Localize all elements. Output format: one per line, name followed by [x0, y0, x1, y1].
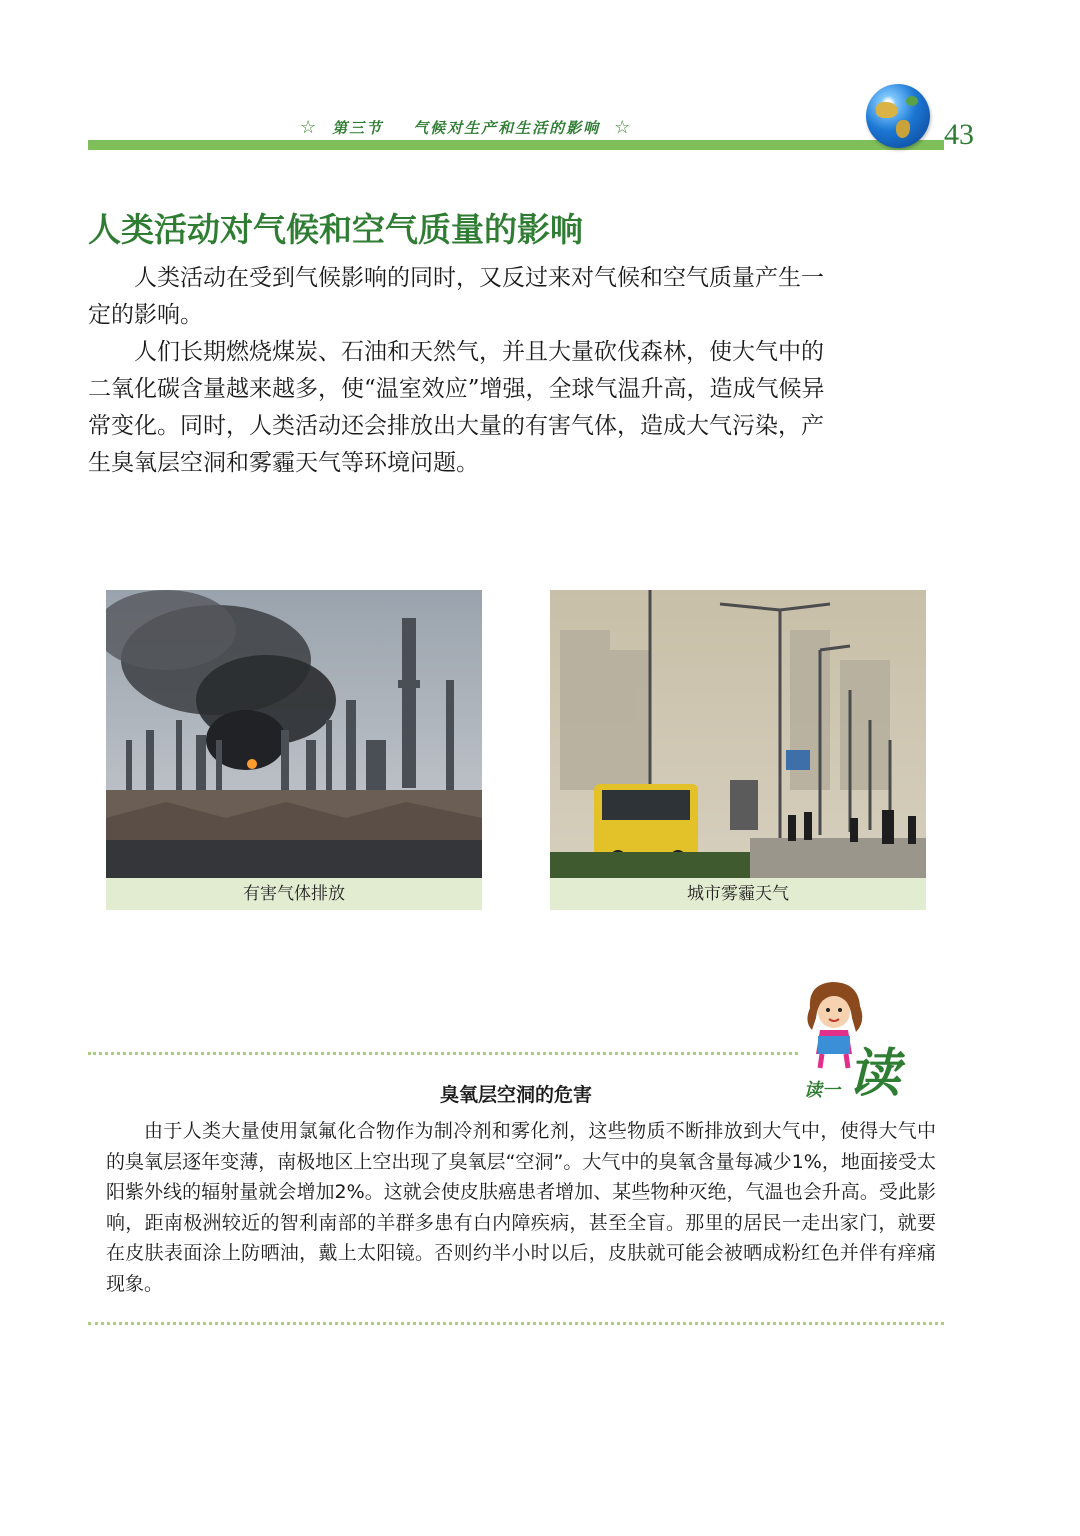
- section-title: 气候对生产和生活的影响: [413, 118, 601, 137]
- star-icon: ☆: [300, 116, 319, 138]
- factory-emissions-image: [106, 590, 482, 878]
- reading-text: [106, 1116, 936, 1299]
- reading-title: 臭氧层空洞的危害: [439, 1084, 592, 1106]
- figure-caption: 城市雾霾天气: [687, 884, 789, 904]
- page-number: 43: [944, 118, 974, 151]
- read-label-small: 读一: [804, 1080, 840, 1101]
- paragraph: 人类活动在受到气候影响的同时，又反过来对气候和空气质量产生一定的影响。: [88, 265, 824, 328]
- body-text: [88, 260, 828, 482]
- read-label-big: 读: [848, 1043, 901, 1104]
- section-number: 第三节: [332, 118, 384, 137]
- paragraph: 人们长期燃烧煤炭、石油和天然气，并且大量砍伐森林，使大气中的二氧化碳含量越来越多，使“温室效应”增强，全球气温升高，造成气候异常变化。同时，人类活动还会排放出大量的有害气体，造成大气污染，产生臭氧层空洞和雾霾天气等环境问题。: [88, 339, 825, 476]
- figure-caption: 有害气体排放: [243, 884, 345, 904]
- dotted-divider: [88, 1322, 944, 1325]
- star-icon: ☆: [614, 116, 633, 138]
- figure-harmful-gas: [106, 590, 482, 910]
- figure-city-haze: [550, 590, 926, 910]
- header-rule: [88, 140, 944, 150]
- running-header: [300, 114, 660, 140]
- section-heading: 人类活动对气候和空气质量的影响: [88, 210, 583, 249]
- dotted-divider: [88, 1052, 798, 1055]
- city-haze-image: [550, 590, 926, 878]
- reading-paragraph: 由于人类大量使用氯氟化合物作为制冷剂和雾化剂，这些物质不断排放到大气中，使得大气中的臭氧层逐年变薄，南极地区上空出现了臭氧层“空洞”。大气中的臭氧含量每减少1%，地面接受太阳紫外线的辐射量就会增加2%。这就会使皮肤癌患者增加、某些物种灭绝，气温也会升高。受此影响，距南极洲较近的智利南部的羊群多患有白内障疾病，甚至全盲。那里的居民一走出家门，就要在皮肤表面涂上防晒油，戴上太阳镜。否则约半小时以后，皮肤就可能会被晒成粉红色并伴有痒痛现象。: [106, 1120, 936, 1295]
- globe-icon: [866, 84, 930, 148]
